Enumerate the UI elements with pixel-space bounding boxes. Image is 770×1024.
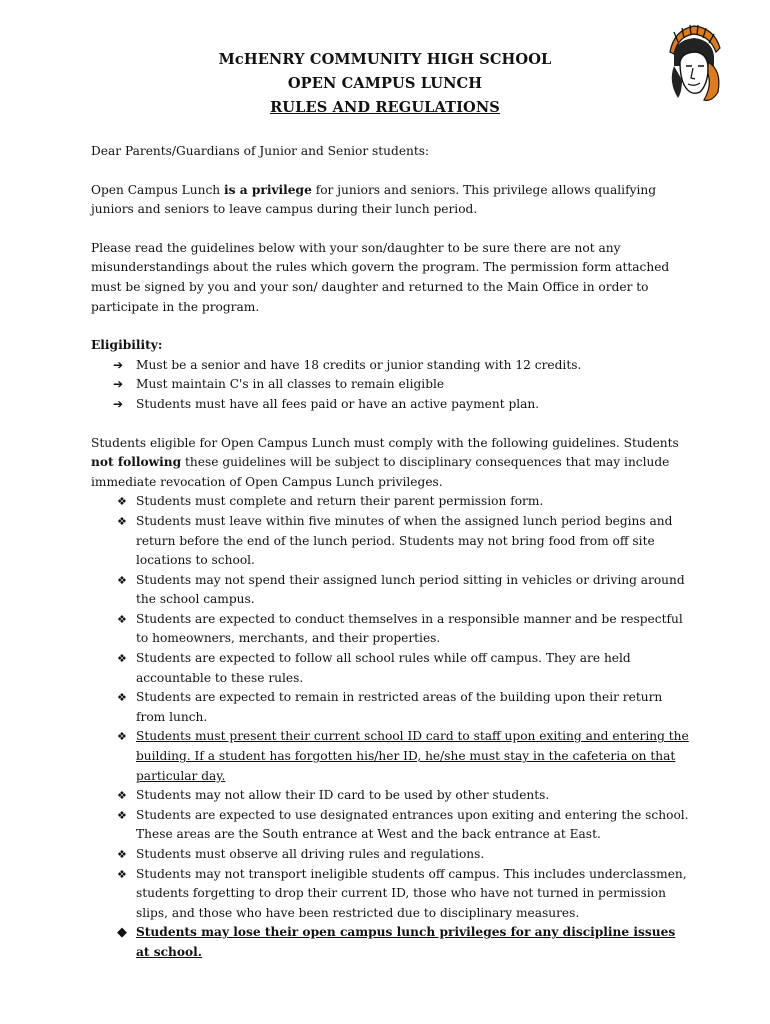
guidelines-intro: Students eligible for Open Campus Lunch must comply with the following guidelines. Students not following these guidelines will be subject to disciplinary consequences that may include immediate revocation of Open Campus Lunch privileges.	[91, 435, 679, 489]
list-item: ❖ Students are expected to use designated entrances upon exiting and entering the school. These areas are the South entrance at West and the back entrance at East.	[117, 807, 689, 842]
list-item: ❖ Students may not transport ineligible students off campus. This includes underclassmen, students forgetting to drop their current ID, those who have not turned in permission slips, and those who have been restricted due to disciplinary measures.	[117, 866, 687, 920]
diamond-bullet-icon: ❖	[117, 514, 127, 528]
solid-diamond-bullet-icon: ◆	[117, 925, 127, 941]
list-item: ❖ Students must observe all driving rules and regulations.	[91, 845, 691, 865]
diamond-bullet-icon: ❖	[117, 867, 127, 881]
document-title: RULES AND REGULATIONS	[270, 99, 500, 116]
diamond-bullet-icon: ❖	[117, 808, 127, 822]
list-item: ❖ Students must present their current school ID card to staff upon exiting and entering the building. If a student has forgotten his/her ID, he/she must stay in the cafeteria on that particular day.	[117, 729, 689, 783]
arrow-icon: ➔	[113, 396, 124, 411]
list-item: ❖ Students must complete and return their parent permission form.	[91, 492, 691, 512]
list-item: ➔ Must be a senior and have 18 credits or junior standing with 12 credits.	[91, 356, 691, 376]
program-name: OPEN CAMPUS LUNCH	[287, 75, 483, 92]
eligibility-list	[91, 356, 691, 415]
guidelines-list	[91, 492, 691, 962]
eligibility-heading: Eligibility:	[91, 338, 163, 353]
list-item: ❖ Students are expected to conduct themselves in a responsible manner and be respectful to homeowners, merchants, and their properties.	[117, 611, 683, 646]
arrow-icon: ➔	[113, 357, 124, 372]
document-header	[0, 48, 770, 120]
diamond-bullet-icon: ❖	[117, 691, 127, 705]
intro-paragraph: Open Campus Lunch is a privilege for juniors and seniors. This privilege allows qualifying juniors and seniors to leave campus during their lunch period.	[91, 182, 657, 217]
diamond-bullet-icon: ❖	[117, 848, 127, 861]
diamond-bullet-icon: ❖	[117, 573, 127, 587]
diamond-bullet-icon: ❖	[117, 730, 127, 744]
diamond-bullet-icon: ❖	[117, 495, 127, 509]
list-item: ❖ Students must leave within five minutes of when the assigned lunch period begins and return before the end of the lunch period. Students may not bring food from off site locations to school.	[117, 513, 673, 568]
salutation: Dear Parents/Guardians of Junior and Senior students:	[91, 144, 430, 158]
list-item: ❖ Students are expected to remain in restricted areas of the building upon their return from lunch.	[117, 690, 663, 724]
list-item: ❖ Students may not spend their assigned lunch period sitting in vehicles or driving around the school campus.	[117, 572, 685, 607]
school-name: McHENRY COMMUNITY HIGH SCHOOL	[218, 51, 552, 68]
diamond-bullet-icon: ❖	[117, 652, 127, 666]
diamond-bullet-icon: ❖	[117, 612, 127, 626]
list-item: ➔ Students must have all fees paid or have an active payment plan.	[91, 395, 691, 415]
final-warning: ◆ Students may lose their open campus lunch privileges for any discipline issues at school.	[117, 925, 676, 959]
instructions-paragraph: Please read the guidelines below with your son/daughter to be sure there are not any misunderstandings about the rules which govern the program. The permission form attached must be signed by you and your son/ daughter and returned to the Main Office in order to participate in the program.	[91, 240, 670, 314]
diamond-bullet-icon: ❖	[117, 789, 127, 803]
document-body	[91, 142, 691, 963]
list-item: ➔ Must maintain C's in all classes to remain eligible	[91, 375, 691, 395]
list-item: ❖ Students are expected to follow all school rules while off campus. They are held accountable to these rules.	[117, 651, 631, 685]
list-item: ❖ Students may not allow their ID card to be used by other students.	[91, 786, 691, 806]
arrow-icon: ➔	[113, 377, 124, 392]
